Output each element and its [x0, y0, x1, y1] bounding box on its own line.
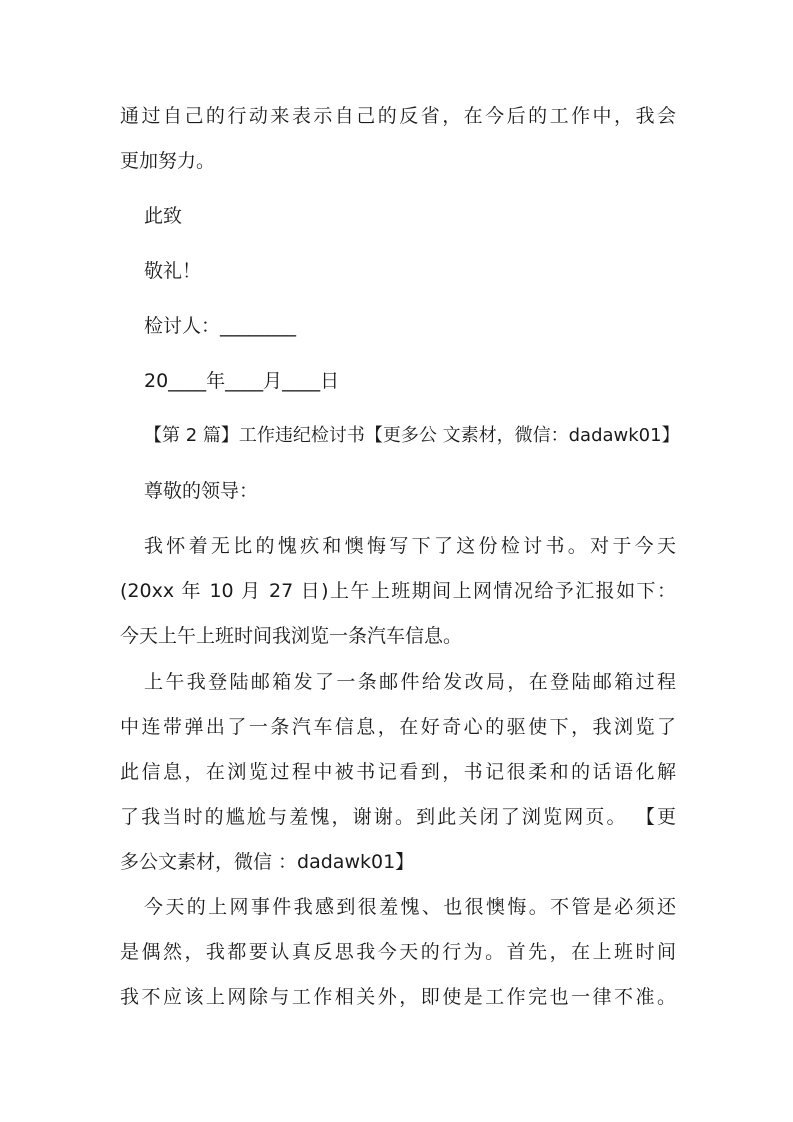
- date-line: 20____年____月____日: [144, 370, 340, 392]
- paragraph-line: 今天上午上班时间我浏览一条汽车信息。: [120, 625, 463, 647]
- paragraph-line: 此信息，在浏览过程中被书记看到，书记很柔和的话语化解: [120, 761, 676, 783]
- closing-line: 此致: [144, 205, 183, 227]
- paragraph-line: (20xx 年 10 月 27 日)上午上班期间上网情况给予汇报如下：: [120, 580, 676, 602]
- paragraph-line: 我不应该上网除与工作相关外，即使是工作完也一律不准。: [120, 986, 676, 1008]
- paragraph-line: 通过自己的行动来表示自己的反省，在今后的工作中，我会: [120, 105, 676, 127]
- paragraph-line: 是偶然，我都要认真反思我今天的行为。首先，在上班时间: [120, 941, 676, 963]
- paragraph-line: 上午我登陆邮箱发了一条邮件给发改局，在登陆邮箱过程: [144, 671, 676, 693]
- paragraph-line: 了我当时的尴尬与羞愧，谢谢。到此关闭了浏览网页。 【更: [120, 806, 676, 828]
- paragraph-line: 中连带弹出了一条汽车信息，在好奇心的驱使下，我浏览了: [120, 716, 676, 738]
- salutation: 尊敬的领导：: [144, 480, 259, 502]
- paragraph-line: 多公文素材，微信 ：dadawk01】: [120, 851, 415, 873]
- paragraph-line: 更加努力。: [120, 150, 216, 172]
- section-heading: 【第 2 篇】工作违纪检讨书【更多公 文素材，微信：dadawk01】: [144, 425, 680, 446]
- paragraph-line: 今天的上网事件我感到很羞愧、也很懊悔。不管是必须还: [144, 896, 676, 918]
- closing-line: 敬礼！: [144, 260, 202, 282]
- signer-line: 检讨人：________: [144, 315, 297, 337]
- paragraph-line: 我怀着无比的愧疚和懊悔写下了这份检讨书。对于今天: [144, 535, 676, 557]
